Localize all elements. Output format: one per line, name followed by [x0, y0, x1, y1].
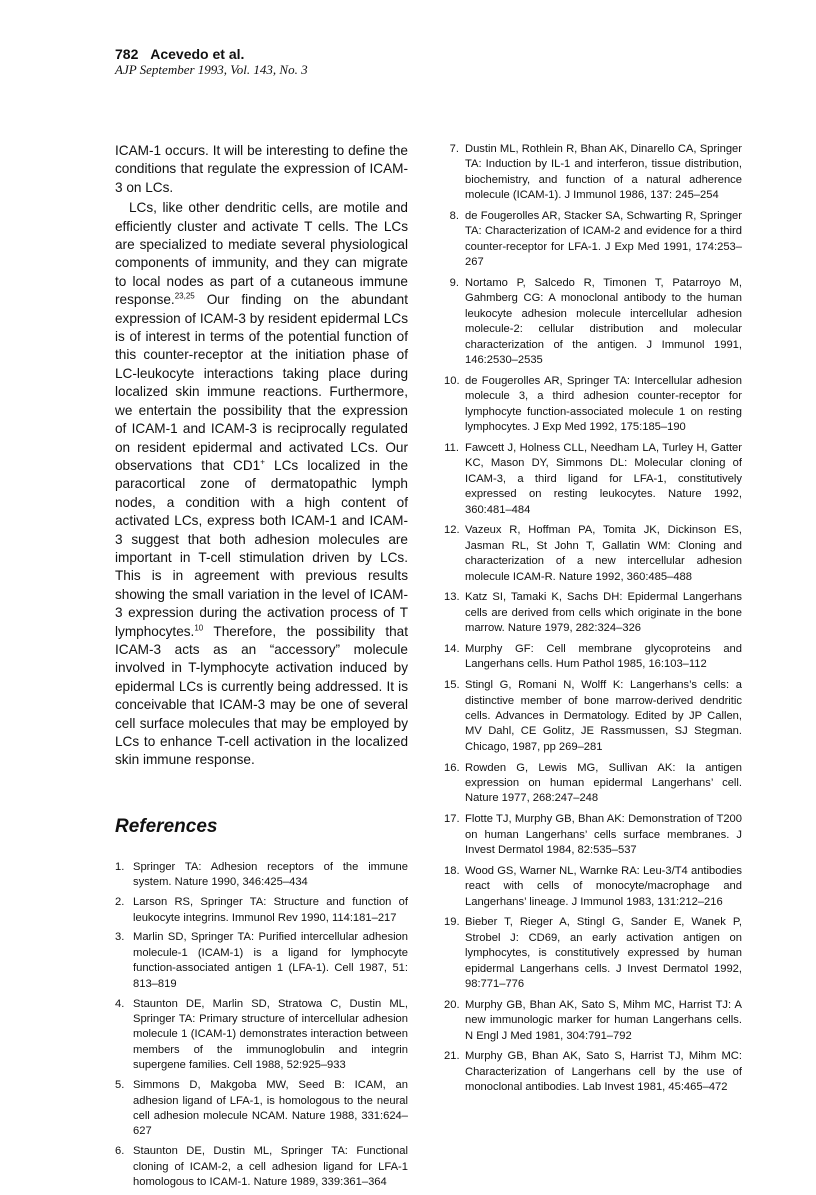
citation-superscript: 10 [194, 623, 204, 633]
superscript-plus: + [260, 457, 265, 467]
reference-number: 10. [444, 374, 460, 387]
reference-text: Bieber T, Rieger A, Stingl G, Sander E, Wanek P, Strobel J: CD69, an early activation antigen on lymphocytes, is constitutively expressed by human epidermal Langerhans cells. J Invest Dermatol 1992, 98:771–776 [465, 916, 742, 990]
reference-item [445, 642, 742, 673]
reference-number: 20. [444, 998, 460, 1011]
reference-text: Marlin SD, Springer TA: Purified intercellular adhesion molecule-1 (ICAM-1) is a ligand for lymphocyte function-associated antigen 1 (LFA-1). Cell 1987, 51: 813–819 [133, 931, 408, 990]
reference-text: Springer TA: Adhesion receptors of the immune system. Nature 1990, 346:425–434 [133, 860, 408, 889]
reference-number: 19. [444, 916, 460, 929]
reference-item [445, 441, 742, 518]
reference-number: 5. [115, 1079, 125, 1092]
page-number: 782 [115, 46, 139, 62]
reference-text: Murphy GB, Bhan AK, Sato S, Harrist TJ, Mihm MC: Characterization of Langerhans cell by the use of monoclonal antibodies. Lab Invest 1981, 45:465–472 [465, 1050, 742, 1094]
reference-item [445, 374, 742, 436]
reference-item [445, 864, 742, 910]
reference-text: Fawcett J, Holness CLL, Needham LA, Turley H, Gatter KC, Mason DY, Simmons DL: Molecular cloning of ICAM-3, a third ligand for LFA-1, constitutively expressed on resting leukocytes. Nature 1992, 360:481–484 [465, 441, 742, 516]
references-heading: References [115, 815, 218, 837]
reference-number: 7. [449, 143, 459, 155]
reference-text: Rowden G, Lewis MG, Sullivan AK: Ia antigen expression on human epidermal Langerhans’ cell. Nature 1977, 268:247–248 [465, 761, 742, 805]
reference-item [445, 998, 742, 1044]
reference-number: 16. [444, 761, 460, 774]
reference-number: 1. [115, 860, 125, 873]
reference-item [445, 142, 742, 204]
reference-text: de Fougerolles AR, Springer TA: Intercellular adhesion molecule 3, a third adhesion counter-receptor for lymphocyte function-associated molecule 1 on resting lymphocytes. J Exp Med 1992, 175:185–190 [465, 374, 742, 434]
reference-text: Murphy GF: Cell membrane glycoproteins and Langerhans cells. Hum Pathol 1985, 16:103–112 [465, 642, 742, 671]
reference-text: Staunton DE, Dustin ML, Springer TA: Functional cloning of ICAM-2, a cell adhesion ligand for LFA-1 homologous to ICAM-1. Nature 1989, 339:361–364 [133, 1145, 408, 1189]
reference-number: 12. [444, 524, 460, 537]
reference-item [445, 209, 742, 271]
reference-text: Simmons D, Makgoba MW, Seed B: ICAM, an adhesion ligand of LFA-1, is homologous to the neural cell adhesion molecule NCAM. Nature 1988, 331:624–627 [133, 1079, 408, 1138]
paragraph-text: Our finding on the abundant expression of ICAM-3 by resident epidermal LCs is of interest in terms of the potential function of this counter-receptor at the initiation phase of LC-leukocyte interactions taking place during localized skin immune reactions. Furthermore, we entertain the possibility that the expression of ICAM-1 and ICAM-3 is reciprocally regulated on resident epidermal and activated LCs. Our observations that CD1 [115, 292, 408, 473]
reference-number: 6. [115, 1145, 125, 1158]
citation-superscript: 23,25 [174, 291, 195, 301]
reference-number: 4. [115, 997, 125, 1010]
reference-number: 11. [444, 441, 459, 454]
reference-item [115, 997, 408, 1074]
reference-item [445, 1049, 742, 1095]
reference-number: 17. [444, 813, 460, 826]
paragraph-text: LCs localized in the paracortical zone of dermatopathic lymph nodes, a condition with a high content of activated LCs, express both ICAM-1 and ICAM-3 suggest that both adhesion molecules are important in T-cell stimulation driven by LCs. This is in agreement with previous results showing the small variation in the level of ICAM-3 expression during the activation process of T lymphocytes. [115, 457, 409, 639]
reference-number: 8. [449, 210, 459, 223]
reference-text: Katz SI, Tamaki K, Sachs DH: Epidermal Langerhans cells are derived from cells which originate in the bone marrow. Nature 1979, 282:324–326 [465, 591, 742, 635]
reference-number: 18. [444, 864, 460, 877]
reference-text: Vazeux R, Hoffman PA, Tomita JK, Dickinson ES, Jasman RL, St John T, Gallatin WM: Cloning and characterization of a new intercellular adhesion molecule ICAM-R. Nature 1992, 360:485–488 [465, 524, 742, 583]
reference-text: Wood GS, Warner NL, Warnke RA: Leu-3/T4 antibodies react with cells of monocyte/macrophage and Langerhans’ lineage. J Immunol 1983, 131:212–216 [465, 864, 742, 908]
reference-number: 2. [115, 896, 125, 909]
paragraph-text: Therefore, the possibility that ICAM-3 acts as an “accessory” molecule involved in T-lymphocyte activation induced by epidermal LCs is currently being addressed. It is conceivable that ICAM-3 may be one of several cell surface molecules that may be employed by LCs to enhance T-cell activation in the localized skin immune response. [115, 623, 408, 768]
reference-number: 15. [444, 679, 460, 692]
reference-item [445, 590, 742, 636]
reference-text: Staunton DE, Marlin SD, Stratowa C, Dustin ML, Springer TA: Primary structure of intercellular adhesion molecule 1 (ICAM-1) demonstrates interaction between members of the immunoglobulin and integrin supergene families. Cell 1988, 52:925–933 [133, 997, 408, 1072]
reference-item [115, 1078, 408, 1140]
reference-item [115, 860, 408, 891]
reference-item [445, 678, 742, 755]
reference-number: 21. [444, 1050, 460, 1063]
reference-text: Murphy GB, Bhan AK, Sato S, Mihm MC, Harrist TJ: A new immunologic marker for human Langerhans cells. N Engl J Med 1981, 304:791–792 [465, 998, 742, 1042]
paragraph-text: LCs, like other dendritic cells, are motile and efficiently cluster and activate T cells. The LCs are specialized to mediate several physiological components of immunity, and they can migrate to local nodes as part of a cutaneous immune response. [115, 200, 408, 308]
header-line [115, 46, 308, 62]
reference-item [115, 1144, 408, 1190]
reference-number: 9. [449, 277, 459, 290]
reference-text: Stingl G, Romani N, Wolff K: Langerhans’s cells: a distinctive member of bone marrow-derived dendritic cells. Advances in Dermatology. Edited by JP Callen, MV Dahl, CE Golitz, JE Rassmussen, SJ Stegman. Chicago, 1987, pp 269–281 [465, 679, 742, 753]
reference-item [445, 523, 742, 585]
running-header [115, 46, 308, 77]
reference-item [445, 276, 742, 368]
reference-item [445, 915, 742, 992]
reference-text: de Fougerolles AR, Stacker SA, Schwarting R, Springer TA: Characterization of ICAM-2 and evidence for a third counter-receptor for LFA-1. J Exp Med 1991, 174:253–267 [465, 210, 742, 269]
reference-text: Nortamo P, Salcedo R, Timonen T, Patarroyo M, Gahmberg CG: A monoclonal antibody to the human leukocyte adhesion molecule intercellular adhesion molecule-2: cellular distribution and molecular characterization of the antigen. J Immunol 1991, 146:2530–2535 [465, 277, 742, 367]
reference-item [445, 761, 742, 807]
journal-citation: AJP September 1993, Vol. 143, No. 3 [115, 62, 308, 77]
running-authors: Acevedo et al. [150, 46, 245, 62]
reference-text: Dustin ML, Rothlein R, Bhan AK, Dinarello CA, Springer TA: Induction by IL-1 and interferon, tissue distribution, biochemistry, and function of a natural adherence molecule (ICAM-1). J Immunol 1986, 137: 245–254 [465, 143, 742, 202]
reference-number: 3. [115, 931, 125, 944]
left-column [115, 142, 408, 1195]
reference-item [115, 930, 408, 992]
right-column [445, 142, 742, 1101]
body-paragraph-2 [115, 199, 408, 770]
reference-text: Flotte TJ, Murphy GB, Bhan AK: Demonstration of T200 on human Langerhans’ cells surface membranes. J Invest Dermatol 1984, 82:535–537 [465, 813, 742, 856]
reference-list-left [115, 860, 408, 1191]
body-paragraph-1: ICAM-1 occurs. It will be interesting to define the conditions that regulate the expression of ICAM-3 on LCs. [115, 143, 408, 195]
reference-item [445, 812, 742, 858]
reference-list-right [445, 142, 742, 1096]
reference-item [115, 895, 408, 926]
reference-text: Larson RS, Springer TA: Structure and function of leukocyte integrins. Immunol Rev 1990, 114:181–217 [133, 896, 408, 924]
reference-number: 14. [444, 642, 460, 655]
reference-number: 13. [444, 591, 460, 604]
